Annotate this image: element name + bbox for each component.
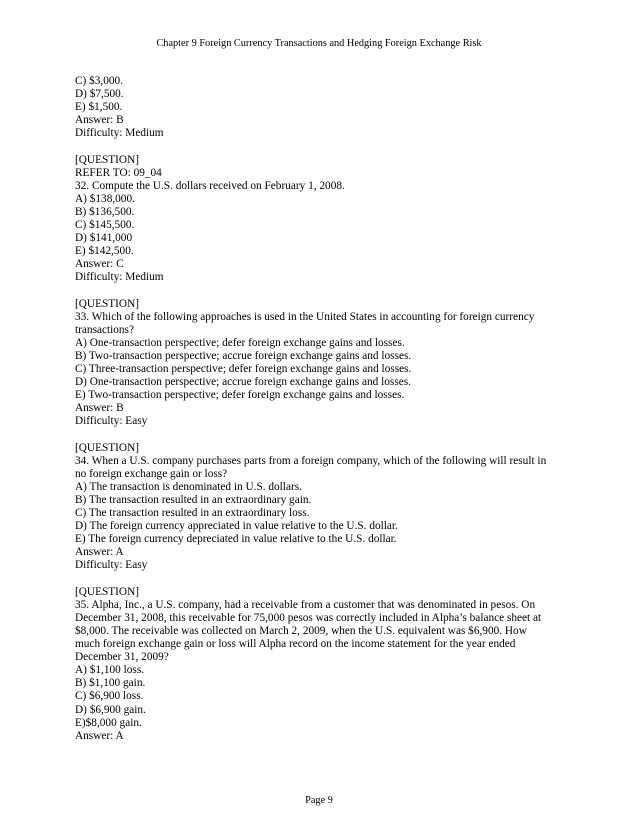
text-line: E) $1,500. [75,101,123,114]
text-line: 34. When a U.S. company purchases parts from a foreign company, which of the following will result in [75,454,547,467]
text-line: Answer: A [75,546,124,559]
text-line: A) $1,100 loss. [75,664,145,677]
text-line: Difficulty: Medium [75,271,164,284]
text-line: no foreign exchange gain or loss? [75,467,228,480]
text-line: E)$8,000 gain. [75,716,142,729]
text-line: D) One-transaction perspective; accrue foreign exchange gains and losses. [75,376,411,389]
text-line: transactions? [75,323,134,336]
text-line: E) Two-transaction perspective; defer foreign exchange gains and losses. [75,389,405,402]
text-line: C) The transaction resulted in an extraordinary loss. [75,507,310,520]
text-line: E) $142,500. [75,245,134,258]
text-line: [QUESTION] [75,153,140,166]
text-line: $8,000. The receivable was collected on March 2, 2009, when the U.S. equivalent was $6,900. How [75,624,527,637]
text-line: C) Three-transaction perspective; defer foreign exchange gains and losses. [75,363,412,376]
text-line: B) $136,500. [75,205,135,218]
text-line: B) The transaction resulted in an extraordinary gain. [75,494,312,506]
text-line: Answer: B [75,114,124,127]
text-line: Difficulty: Easy [75,559,148,572]
text-line: December 31, 2009? [75,651,169,664]
text-line: 35. Alpha, Inc., a U.S. company, had a receivable from a customer that was denominated in pesos. On [75,598,536,611]
text-line: D) $7,500. [75,88,124,101]
text-line: A) $138,000. [75,192,135,205]
text-line: D) $141,000 [75,232,133,245]
page-content [75,75,575,743]
text-line: [QUESTION] [75,297,140,310]
text-line: C) $145,500. [75,219,135,232]
text-line: Difficulty: Easy [75,415,148,428]
text-line: E) The foreign currency depreciated in value relative to the U.S. dollar. [75,533,397,546]
text-line: Answer: B [75,402,124,415]
text-line: 33. Which of the following approaches is used in the United States in accounting for foreign currency [75,310,535,323]
text-line: A) One-transaction perspective; defer foreign exchange gains and losses. [75,336,405,349]
text-line: D) The foreign currency appreciated in value relative to the U.S. dollar. [75,520,398,533]
text-line: much foreign exchange gain or loss will Alpha record on the income statement for the year ended [75,638,516,651]
text-line: 32. Compute the U.S. dollars received on February 1, 2008. [75,179,345,192]
page-header: Chapter 9 Foreign Currency Transactions and Hedging Foreign Exchange Risk [156,38,482,49]
page-number: Page 9 [305,795,333,806]
text-line: A) The transaction is denominated in U.S. dollars. [75,480,302,493]
text-line: B) Two-transaction perspective; accrue foreign exchange gains and losses. [75,349,412,362]
text-line: Answer: C [75,258,124,271]
text-line: B) $1,100 gain. [75,677,146,690]
text-line: C) $6,900 loss. [75,690,144,703]
text-line: [QUESTION] [75,585,140,598]
blank-line [75,285,575,298]
text-line: December 31, 2008, this receivable for 75,000 pesos was correctly included in Alpha’s balance sheet at [75,611,542,624]
text-line: D) $6,900 gain. [75,703,146,716]
text-line: C) $3,000. [75,75,124,87]
blank-line [75,429,575,442]
blank-line [75,140,575,153]
text-line: Answer: A [75,729,124,742]
text-line: Difficulty: Medium [75,127,164,140]
text-line: [QUESTION] [75,441,140,454]
blank-line [75,573,575,586]
text-line: REFER TO: 09_04 [75,166,162,179]
